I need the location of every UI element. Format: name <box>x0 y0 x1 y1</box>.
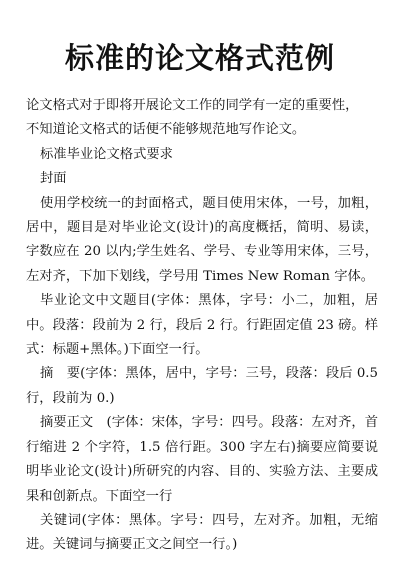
intro-line-1: 论文格式对于即将开展论文工作的同学有一定的重要性， <box>26 98 359 113</box>
intro-line-2: 不知道论文格式的话便不能够规范地写作论文。 <box>26 122 306 138</box>
document-body <box>26 94 378 558</box>
paragraph-abstract-body: 摘要正文 (字体：宋体，字号：四号。段落：左对齐，首行缩进 2 个字符，1.5 倍行距。300 字左右)摘要应简要说明毕业论文(设计)所研究的内容、目的、实验方法、主要成果和创新点。下面空一行 <box>26 415 378 504</box>
paragraph-abstract-heading: 摘 要(字体：黑体，居中，字号：三号，段落：段后 0.5 行，段前为 0.) <box>26 366 378 406</box>
paragraph-cover-format: 使用学校统一的封面格式，题目使用宋体，一号，加粗，居中，题目是对毕业论文(设计)的高度概括，简明、易读，字数应在 20 以内;学生姓名、学号、专业等用宋体，三号，左对齐，下加下划线，学号用 Times New Roman 字体。 <box>26 195 378 284</box>
document-title: 标准的论文格式范例 <box>64 41 335 75</box>
paragraph-keywords: 关键词(字体：黑体。字号：四号，左对齐。加粗，无缩进。关键词与摘要正文之间空一行。) <box>26 512 378 553</box>
paragraph-chinese-title: 毕业论文中文题目(字体：黑体，字号：小二，加粗，居中。段落：段前为 2 行，段后 2 行。行距固定值 23 磅。样式：标题+黑体。)下面空一行。 <box>26 293 378 358</box>
section-heading: 标准毕业论文格式要求 <box>40 146 173 162</box>
cover-heading: 封面 <box>40 171 67 187</box>
